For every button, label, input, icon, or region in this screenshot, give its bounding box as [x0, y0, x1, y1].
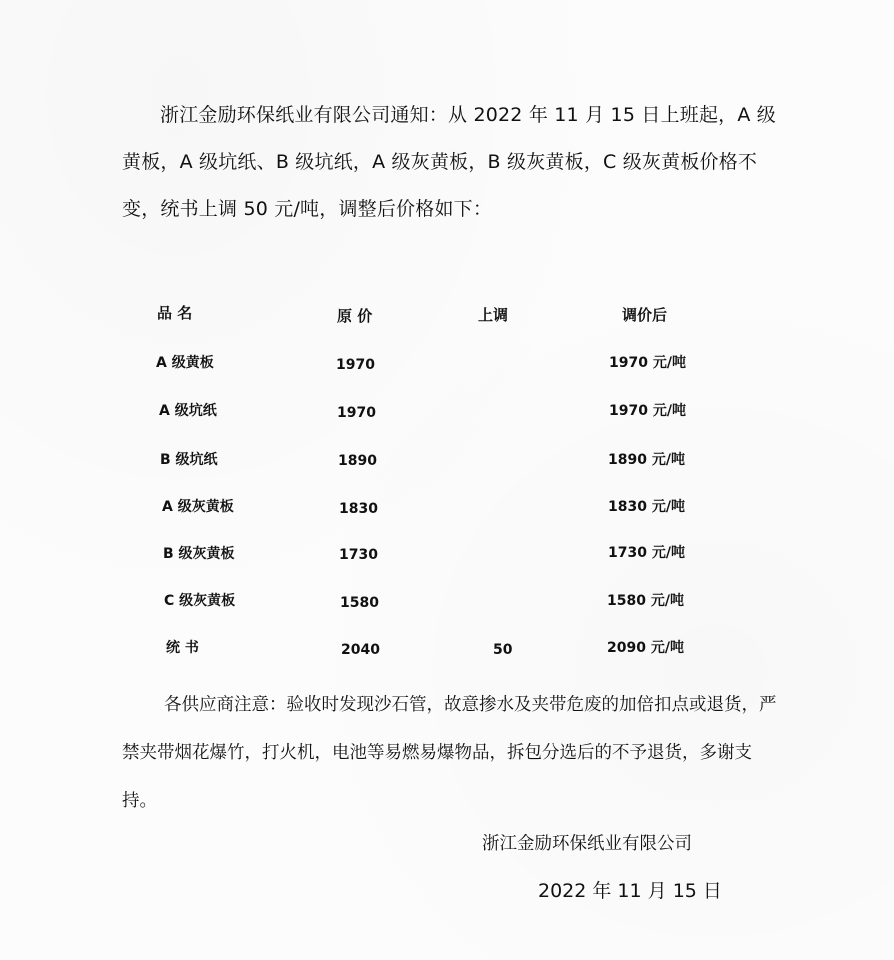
row-increase: 50	[493, 642, 513, 658]
company-signature: 浙江金励环保纸业有限公司	[482, 834, 692, 854]
row-adjusted-price: 1970 元/吨	[609, 403, 686, 419]
notice-text: 各供应商注意：验收时发现沙石管，故意掺水及夹带危废的加倍扣点或退货，严禁夹带烟花爆竹，打火机，电池等易燃易爆物品，拆包分选后的不予退货，多谢支持。	[122, 695, 777, 811]
row-original-price: 1730	[339, 547, 378, 563]
header-original-price: 原 价	[337, 307, 373, 325]
header-name: 品 名	[157, 304, 193, 322]
row-adjusted-price: 1730 元/吨	[608, 545, 685, 561]
row-adjusted-price: 1830 元/吨	[608, 499, 685, 515]
row-original-price: 1970	[336, 357, 375, 373]
row-name: 统 书	[166, 640, 199, 656]
header-adjusted-price: 调价后	[622, 306, 668, 324]
row-original-price: 1890	[338, 453, 377, 469]
row-original-price: 1970	[337, 405, 376, 421]
row-name: B 级灰黄板	[163, 546, 235, 562]
row-name: C 级灰黄板	[164, 593, 236, 609]
row-name: B 级坑纸	[160, 452, 218, 468]
supplier-notice	[122, 681, 782, 825]
header-increase: 上调	[478, 306, 509, 324]
row-original-price: 1580	[340, 595, 379, 611]
row-original-price: 2040	[341, 642, 380, 658]
row-adjusted-price: 1890 元/吨	[608, 452, 685, 468]
row-original-price: 1830	[339, 501, 378, 517]
row-name: A 级坑纸	[159, 403, 217, 419]
row-name: A 级灰黄板	[162, 499, 234, 515]
notice-date: 2022 年 11 月 15 日	[538, 880, 722, 902]
row-adjusted-price: 2090 元/吨	[607, 640, 684, 656]
row-name: A 级黄板	[156, 355, 214, 371]
intro-text: 浙江金励环保纸业有限公司通知：从 2022 年 11 月 15 日上班起，A 级黄板，A 级坑纸、B 级坑纸，A 级灰黄板，B 级灰黄板，C 级灰黄板价格不变，统书上调 50 元/吨，调整后价格如下：	[122, 104, 776, 220]
row-adjusted-price: 1580 元/吨	[607, 593, 684, 609]
row-adjusted-price: 1970 元/吨	[609, 355, 686, 371]
